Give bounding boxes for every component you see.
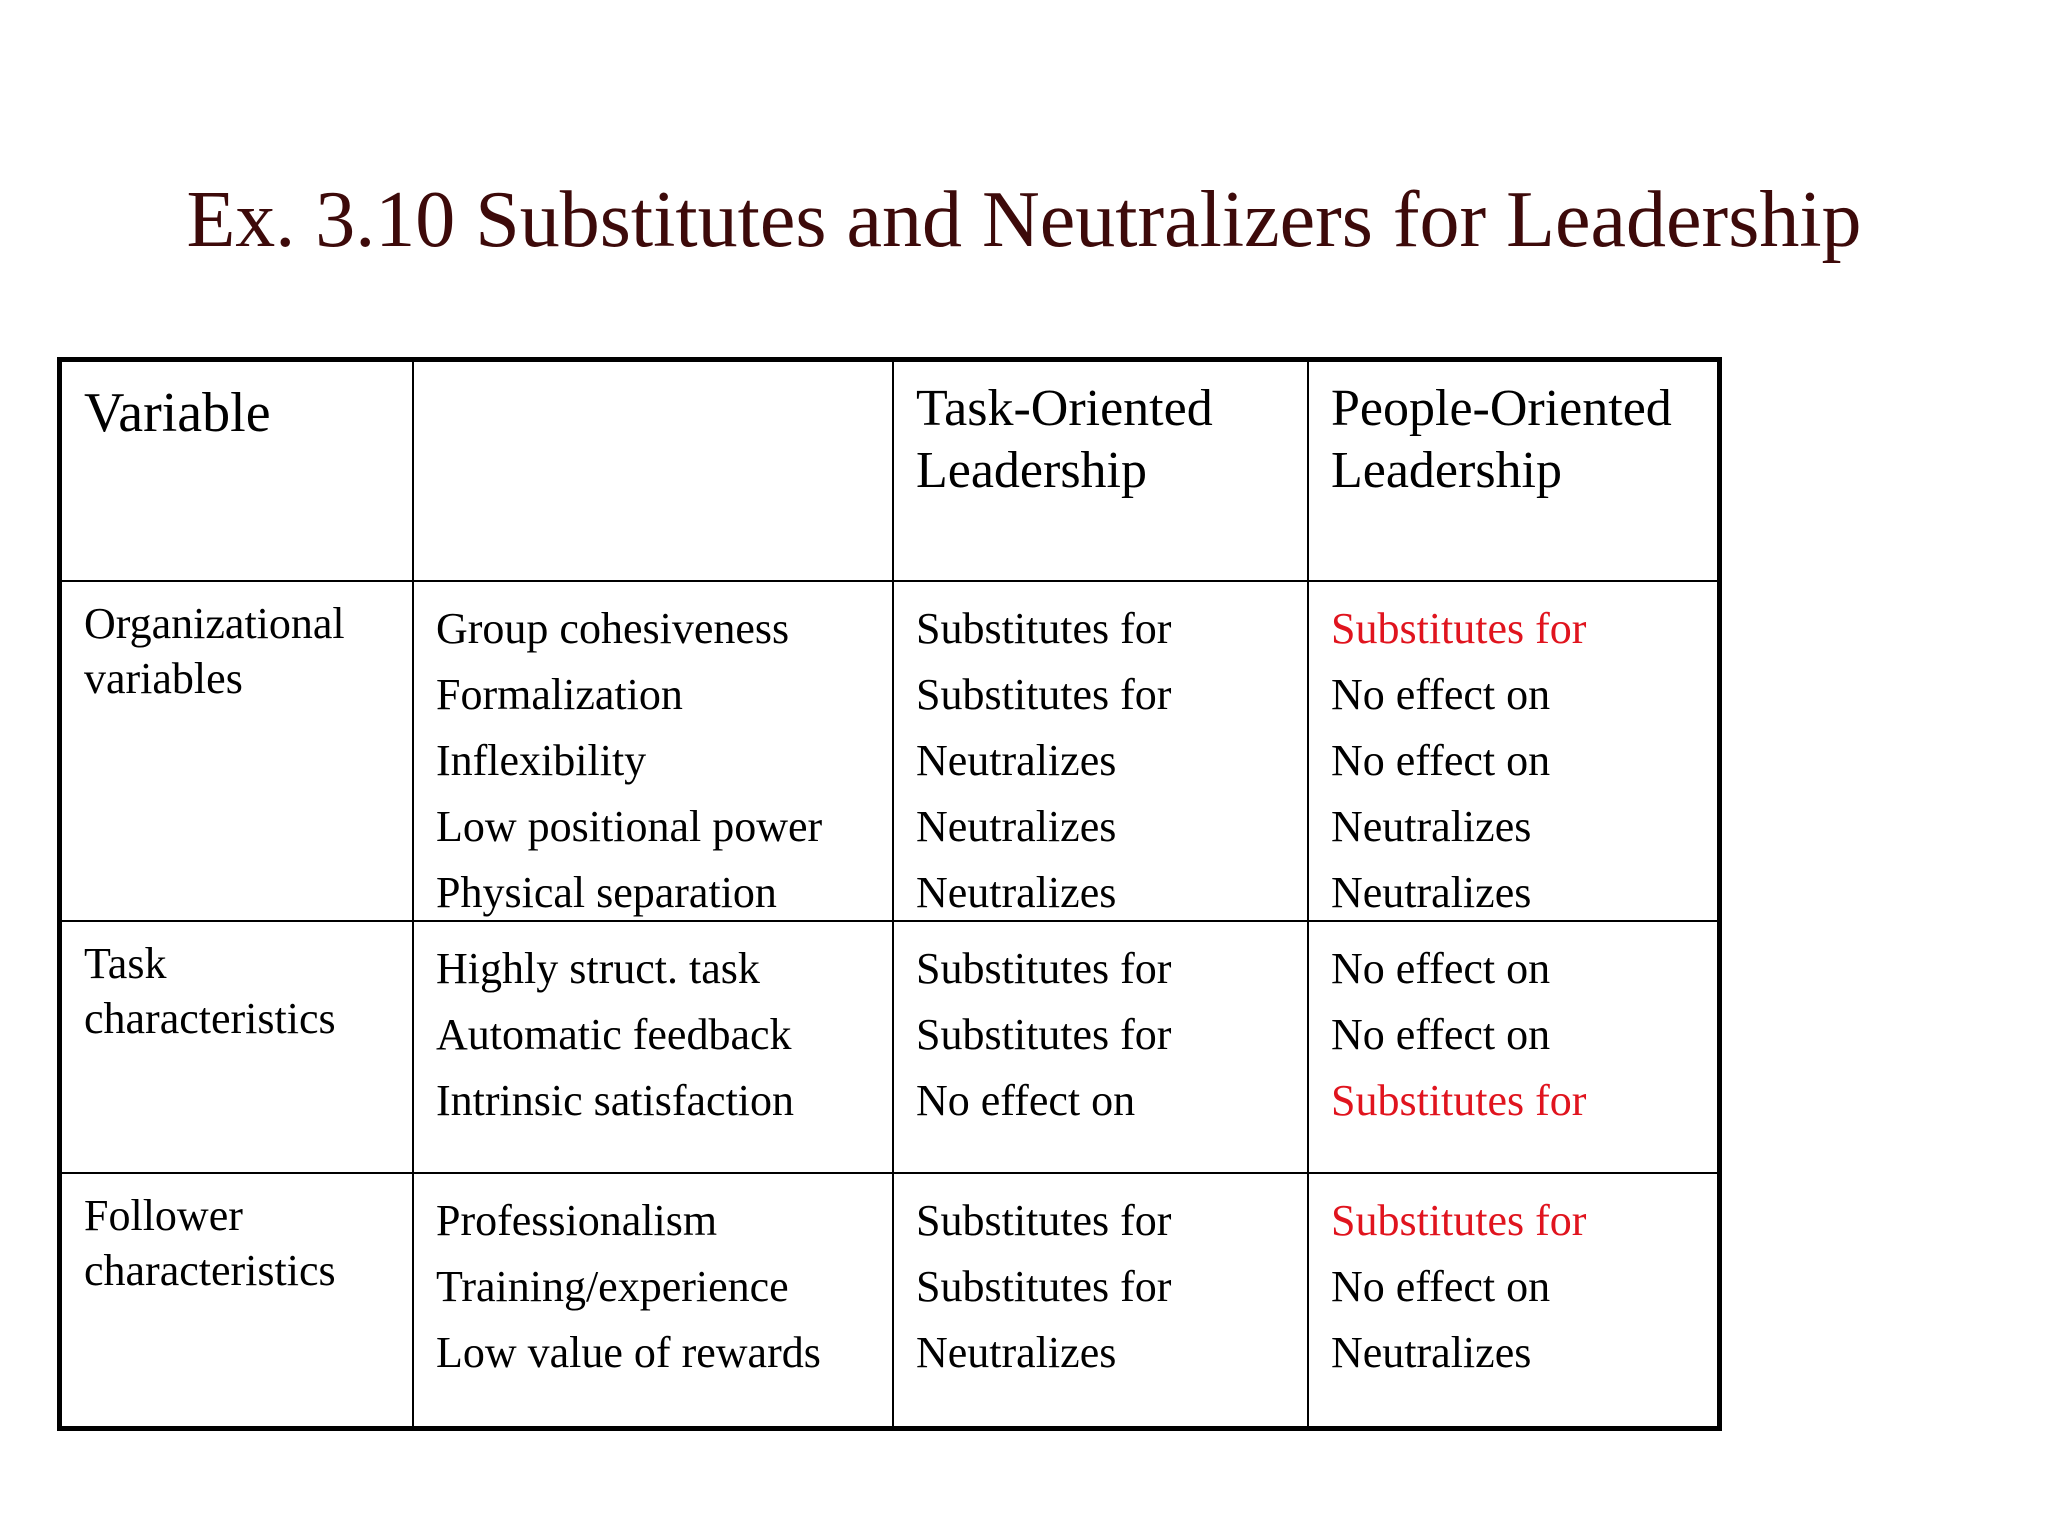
task-effect: Neutralizes — [916, 736, 1117, 785]
people-effect: No effect on — [1331, 1010, 1551, 1059]
factors-follower — [414, 1174, 894, 1426]
people-effect: Substitutes for — [1331, 604, 1587, 653]
task-effect: Substitutes for — [916, 944, 1172, 993]
people-effect: No effect on — [1331, 1262, 1551, 1311]
factors-organizational — [414, 582, 894, 922]
task-effects-organizational — [894, 582, 1309, 922]
row-label-task: Task characteristics — [62, 922, 414, 1174]
task-effect: Substitutes for — [916, 1010, 1172, 1059]
factor-item: Low positional power — [436, 802, 823, 851]
factor-item: Automatic feedback — [436, 1010, 792, 1059]
slide-title: Ex. 3.10 Substitutes and Neutralizers for Leadership — [186, 176, 1862, 264]
people-effect: Substitutes for — [1331, 1196, 1587, 1245]
factor-item: Highly struct. task — [436, 944, 760, 993]
factor-item: Training/experience — [436, 1262, 789, 1311]
task-effect: Substitutes for — [916, 1196, 1172, 1245]
task-effect: Substitutes for — [916, 1262, 1172, 1311]
factor-item: Inflexibility — [436, 736, 647, 785]
header-task-oriented: Task-Oriented Leadership — [894, 362, 1309, 582]
row-label-organizational: Organizational variables — [62, 582, 414, 922]
factor-item: Professionalism — [436, 1196, 718, 1245]
people-effect: No effect on — [1331, 736, 1551, 785]
task-effect: Substitutes for — [916, 604, 1172, 653]
task-effect: Neutralizes — [916, 802, 1117, 851]
people-effects-task — [1309, 922, 1717, 1174]
people-effects-organizational — [1309, 582, 1717, 922]
factor-item: Formalization — [436, 670, 683, 719]
task-effects-follower — [894, 1174, 1309, 1426]
task-effect: Neutralizes — [916, 868, 1117, 917]
header-blank — [414, 362, 894, 582]
header-variable: Variable — [62, 362, 414, 582]
factors-task — [414, 922, 894, 1174]
people-effect: Substitutes for — [1331, 1076, 1587, 1125]
task-effect: Substitutes for — [916, 670, 1172, 719]
row-label-follower: Follower characteristics — [62, 1174, 414, 1426]
task-effect: Neutralizes — [916, 1328, 1117, 1377]
task-effects-task — [894, 922, 1309, 1174]
factor-item: Intrinsic satisfaction — [436, 1076, 795, 1125]
people-effect: Neutralizes — [1331, 868, 1532, 917]
factor-item: Low value of rewards — [436, 1328, 821, 1377]
task-effect: No effect on — [916, 1076, 1136, 1125]
leadership-table — [57, 357, 1722, 1431]
people-effects-follower — [1309, 1174, 1717, 1426]
people-effect: Neutralizes — [1331, 802, 1532, 851]
people-effect: No effect on — [1331, 944, 1551, 993]
factor-item: Physical separation — [436, 868, 777, 917]
factor-item: Group cohesiveness — [436, 604, 790, 653]
header-people-oriented: People-Oriented Leadership — [1309, 362, 1717, 582]
people-effect: Neutralizes — [1331, 1328, 1532, 1377]
people-effect: No effect on — [1331, 670, 1551, 719]
